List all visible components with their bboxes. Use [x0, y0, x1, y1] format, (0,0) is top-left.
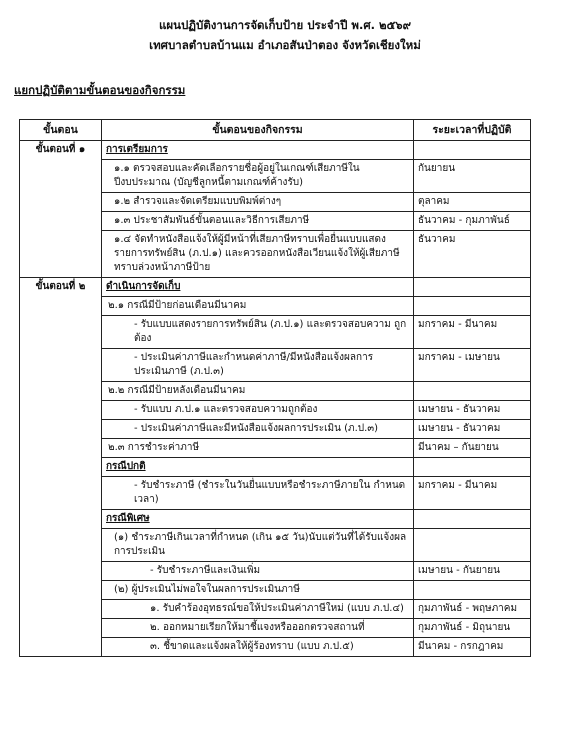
- table-row: [20, 231, 531, 278]
- table-row: [20, 581, 531, 600]
- case-heading: กรณีพิเศษ: [106, 513, 150, 524]
- activity-time: [414, 297, 531, 316]
- activity-time: มีนาคม - กรกฎาคม: [414, 638, 531, 657]
- table-row: [20, 477, 531, 510]
- table-row: [20, 278, 531, 297]
- activity-time: กุมภาพันธ์ - มิถุนายน: [414, 619, 531, 638]
- stage-label: ขั้นตอนที่ ๒: [20, 278, 102, 297]
- activity-time: [414, 581, 531, 600]
- activity-time: มกราคม - มีนาคม: [414, 477, 531, 510]
- activity-text: ๑.๔ จัดทำหนังสือแจ้งให้ผู้มีหน้าที่เสียภาษีทราบเพื่อยื่นแบบแสดงรายการทรัพย์สิน (ภ.ป.๑) และควรออกหนังสือเวียนแจ้งให้ผู้เสียภาษีทราบล่วงหน้าภาษีป้าย: [102, 231, 414, 278]
- activity-text: ๓. ชี้ขาดและแจ้งผลให้ผู้ร้องทราบ (แบบ ภ.ป.๕): [102, 638, 414, 657]
- activity-text: - รับชำระภาษี (ชำระในวันยื่นแบบหรือชำระภาษีภายใน กำหนดเวลา): [102, 477, 414, 510]
- header-duration: ระยะเวลาที่ปฏิบัติ: [414, 120, 531, 141]
- activity-time: เมษายน - ธันวาคม: [414, 401, 531, 420]
- activity-text: - ประเมินค่าภาษีและมีหนังสือแจ้งผลการประเมิน (ภ.ป.๓): [102, 420, 414, 439]
- case-heading: กรณีปกติ: [106, 461, 146, 472]
- table-row: [20, 458, 531, 477]
- activity-time: ตุลาคม: [414, 193, 531, 212]
- activity-text: (๒) ผู้ประเมินไม่พอใจในผลการประเมินภาษี: [102, 581, 414, 600]
- activity-text: ๒.๒ กรณีมีป้ายหลังเดือนมีนาคม: [102, 382, 414, 401]
- activity-time: ธันวาคม: [414, 231, 531, 278]
- table-row: [20, 401, 531, 420]
- table-row: [20, 619, 531, 638]
- activity-time: มกราคม - เมษายน: [414, 349, 531, 382]
- table-row: [20, 529, 531, 562]
- activity-text: ๒.๓ การชำระค่าภาษี: [102, 439, 414, 458]
- table-row: [20, 316, 531, 349]
- activity-time: [414, 529, 531, 562]
- header-activity: ขั้นตอนของกิจกรรม: [102, 120, 414, 141]
- table-row: [20, 439, 531, 458]
- table-row: [20, 160, 531, 193]
- table-row: [20, 382, 531, 401]
- activity-text: ๒. ออกหมายเรียกให้มาชี้แจงหรือออกตรวจสถานที่: [102, 619, 414, 638]
- activity-time: เมษายน - ธันวาคม: [414, 420, 531, 439]
- activity-time: [414, 382, 531, 401]
- table-row: [20, 349, 531, 382]
- document-subtitle: เทศบาลตำบลบ้านแม อำเภอสันป่าตอง จังหวัดเชียงใหม่: [149, 38, 421, 52]
- activity-time: มีนาคม – กันยายน: [414, 439, 531, 458]
- table-row: [20, 193, 531, 212]
- activity-text: - รับชำระภาษีและเงินเพิ่ม: [102, 562, 414, 581]
- activity-text: ๑. รับคำร้องอุทธรณ์ขอให้ประเมินค่าภาษีใหม่ (แบบ ภ.ป.๔): [102, 600, 414, 619]
- activity-text: (๑) ชำระภาษีเกินเวลาที่กำหนด (เกิน ๑๕ วัน)นับแต่วันที่ได้รับแจ้งผลการประเมิน: [102, 529, 414, 562]
- activity-time: ธันวาคม - กุมภาพันธ์: [414, 212, 531, 231]
- document-title: แผนปฏิบัติงานการจัดเก็บป้าย ประจำปี พ.ศ. ๒๕๖๙: [158, 18, 411, 32]
- table-row: [20, 562, 531, 581]
- table-row: [20, 297, 531, 316]
- section-title: แยกปฏิบัติตามขั้นตอนของกิจกรรม: [14, 83, 186, 97]
- stage-heading: การเตรียมการ: [106, 144, 168, 155]
- header-stage: ขั้นตอน: [20, 120, 102, 141]
- activity-text: - ประเมินค่าภาษีและกำหนดค่าภาษี/มีหนังสือแจ้งผลการ ประเมินภาษี (ภ.ป.๓): [102, 349, 414, 382]
- activity-text: - รับแบบแสดงรายการทรัพย์สิน (ภ.ป.๑) และตรวจสอบความ ถูกต้อง: [102, 316, 414, 349]
- activity-text: - รับแบบ ภ.ป.๑ และตรวจสอบความถูกต้อง: [102, 401, 414, 420]
- activity-text: ๑.๓ ประชาสัมพันธ์ขั้นตอนและวิธีการเสียภาษี: [102, 212, 414, 231]
- table-row: [20, 510, 531, 529]
- activity-time: กันยายน: [414, 160, 531, 193]
- table-row: [20, 141, 531, 160]
- table-row: [20, 638, 531, 657]
- table-row: [20, 212, 531, 231]
- activity-text: ๒.๑ กรณีมีป้ายก่อนเดือนมีนาคม: [102, 297, 414, 316]
- stage-heading: ดำเนินการจัดเก็บ: [106, 281, 181, 292]
- activity-text: ๑.๑ ตรวจสอบและคัดเลือกรายชื่อผู้อยู่ในเกณฑ์เสียภาษีใน ปีงบประมาณ (บัญชีลูกหนี้ตามเกณฑ์ค้างรับ): [102, 160, 414, 193]
- table-header-row: [20, 120, 531, 141]
- activity-text: ๑.๒ สำรวจและจัดเตรียมแบบพิมพ์ต่างๆ: [102, 193, 414, 212]
- activity-time: มกราคม - มีนาคม: [414, 316, 531, 349]
- table-row: [20, 420, 531, 439]
- activity-table: [19, 119, 531, 657]
- table-row: [20, 600, 531, 619]
- stage-label: ขั้นตอนที่ ๑: [20, 141, 102, 160]
- activity-time: กุมภาพันธ์ - พฤษภาคม: [414, 600, 531, 619]
- activity-time: เมษายน - กันยายน: [414, 562, 531, 581]
